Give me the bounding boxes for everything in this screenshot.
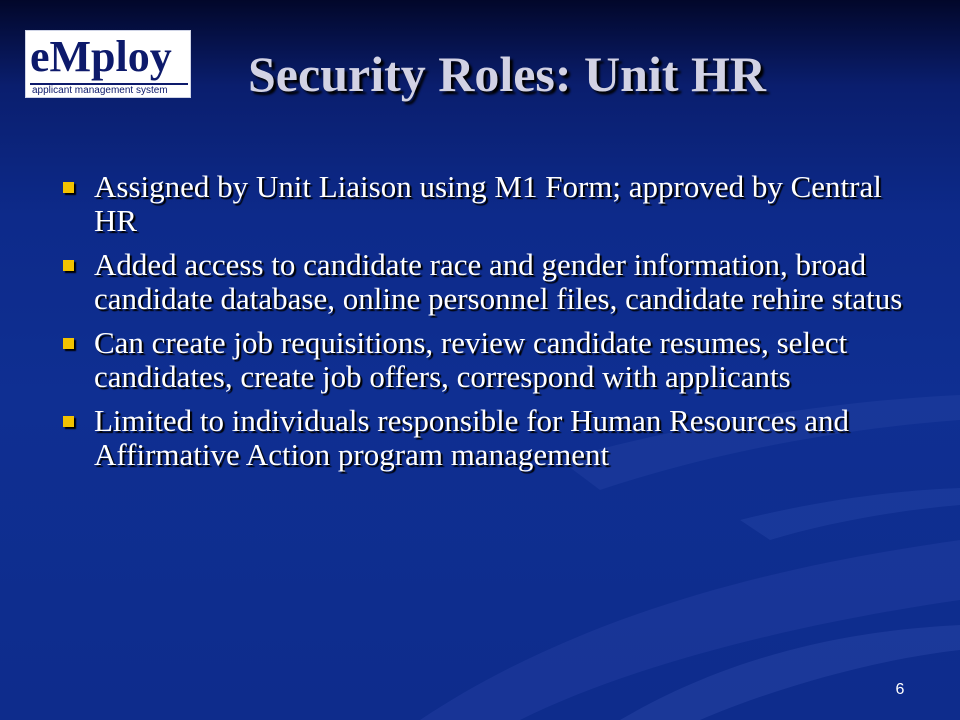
bullet-text: Limited to individuals responsible for Human Resources and Affirmative Action program management — [94, 403, 850, 472]
square-bullet-icon — [63, 338, 74, 349]
bullet-text: Assigned by Unit Liaison using M1 Form; approved by Central HR — [94, 169, 882, 238]
logo-tagline: applicant management system — [32, 85, 168, 96]
employ-logo — [25, 30, 191, 98]
bullet-text: Added access to candidate race and gender information, broad candidate database, online personnel files, candidate rehire status — [94, 247, 903, 316]
bullet-text: Can create job requisitions, review candidate resumes, select candidates, create job offers, correspond with applicants — [94, 325, 848, 394]
bullet-item — [60, 248, 910, 316]
bullet-list — [60, 170, 910, 482]
slide-title: Security Roles: Unit HR — [248, 46, 766, 102]
square-bullet-icon — [63, 182, 74, 193]
bullet-item — [60, 170, 910, 238]
square-bullet-icon — [63, 260, 74, 271]
page-number: 6 — [895, 681, 905, 698]
square-bullet-icon — [63, 416, 74, 427]
bullet-item — [60, 404, 910, 472]
logo-wordmark: eMploy — [30, 32, 172, 81]
bullet-item — [60, 326, 910, 394]
